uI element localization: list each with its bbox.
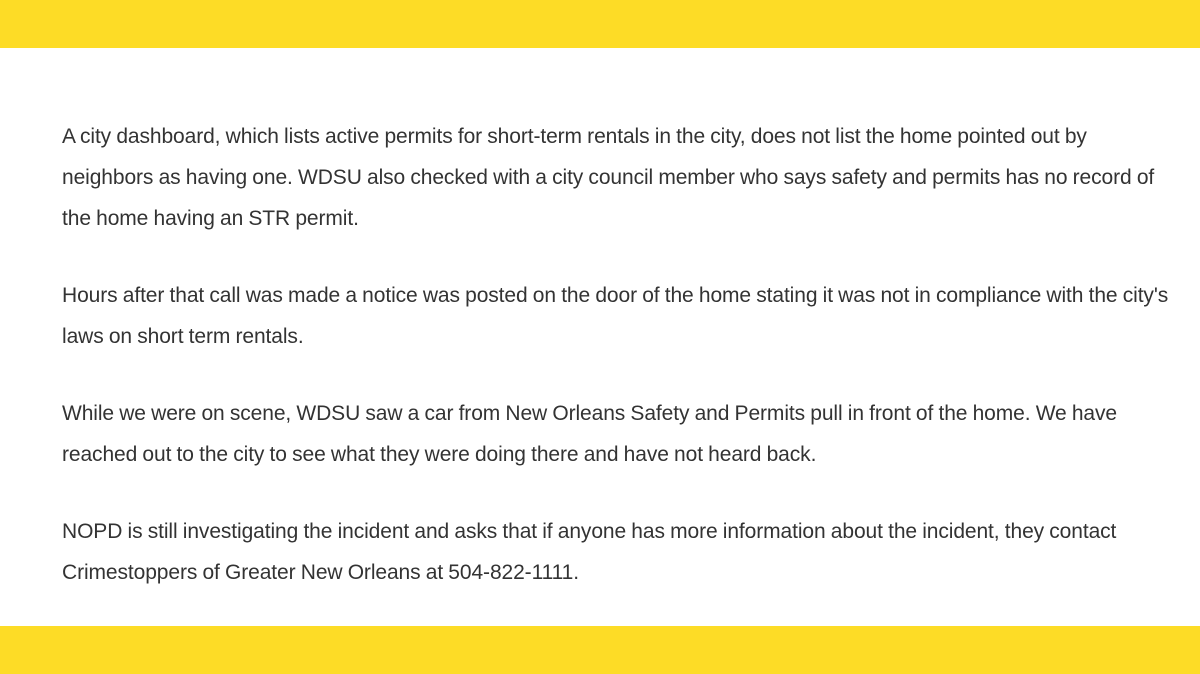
article-paragraph-notice: Hours after that call was made a notice was posted on the door of the home stating it was not in compliance with the city's laws on short term rentals. (62, 284, 1169, 348)
top-yellow-banner (0, 0, 1200, 48)
bottom-yellow-banner (0, 626, 1200, 674)
article-paragraph-dashboard: A city dashboard, which lists active permits for short-term rentals in the city, does not list the home pointed out by neighbors as having one. WDSU also checked with a city council member who says safety and permits has no record of the home having an STR permit. (62, 125, 1155, 230)
article-paragraph-safety-permits: While we were on scene, WDSU saw a car from New Orleans Safety and Permits pull in front of the home. We have reached out to the city to see what they were doing there and have not heard back. (62, 402, 1117, 466)
article-paragraph-nopd: NOPD is still investigating the incident and asks that if anyone has more information about the incident, they contact Crimestoppers of Greater New Orleans at 504-822-1111. (62, 520, 1117, 584)
article-body (62, 116, 1172, 629)
